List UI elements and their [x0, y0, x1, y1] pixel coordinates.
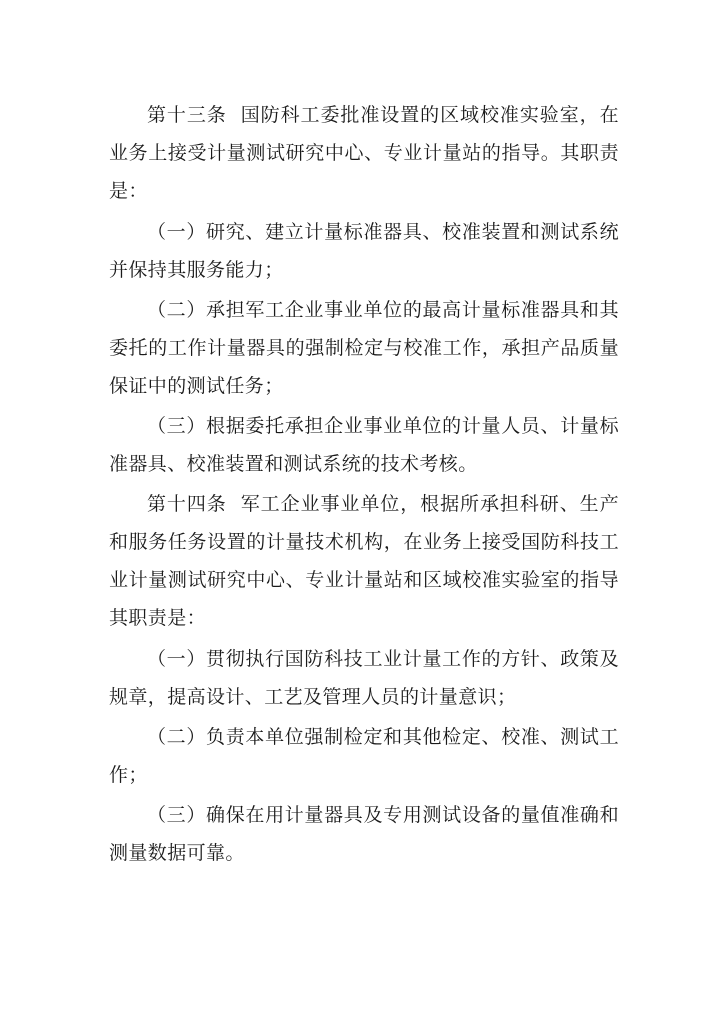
article-14-item-2: （二）负责本单位强制检定和其他检定、校准、测试工作； [109, 726, 619, 786]
article-14-text: 军工企业事业单位，根据所承担科研、生产和服务任务设置的计量技术机构，在业务上接受国防科技工业计量测试研究中心、专业计量站和区域校准实验室的指导其职责是： [109, 493, 619, 629]
article-14-label: 第十四条 [147, 493, 227, 515]
article-14-item-3: （三）确保在用计量器具及专用测试设备的量值准确和测量数据可靠。 [109, 804, 619, 864]
article-14-intro [109, 485, 619, 637]
article-13-text: 国防科工委批准设置的区域校准实验室，在业务上接受计量测试研究中心、专业计量站的指导。其职责是： [109, 104, 619, 202]
article-13-intro [109, 96, 619, 210]
article-13-item-2: （二）承担军工企业事业单位的最高计量标准器具和其委托的工作计量器具的强制检定与校准工作，承担产品质量保证中的测试任务； [109, 299, 619, 397]
article-13-item-3: （三）根据委托承担企业事业单位的计量人员、计量标准器具、校准装置和测试系统的技术考核。 [109, 415, 619, 475]
article-13-label: 第十三条 [147, 104, 227, 126]
article-13-item-1: （一）研究、建立计量标准器具、校准装置和测试系统并保持其服务能力； [109, 221, 619, 281]
article-14-item-1: （一）贯彻执行国防科技工业计量工作的方针、政策及规章，提高设计、工艺及管理人员的计量意识； [109, 648, 619, 708]
